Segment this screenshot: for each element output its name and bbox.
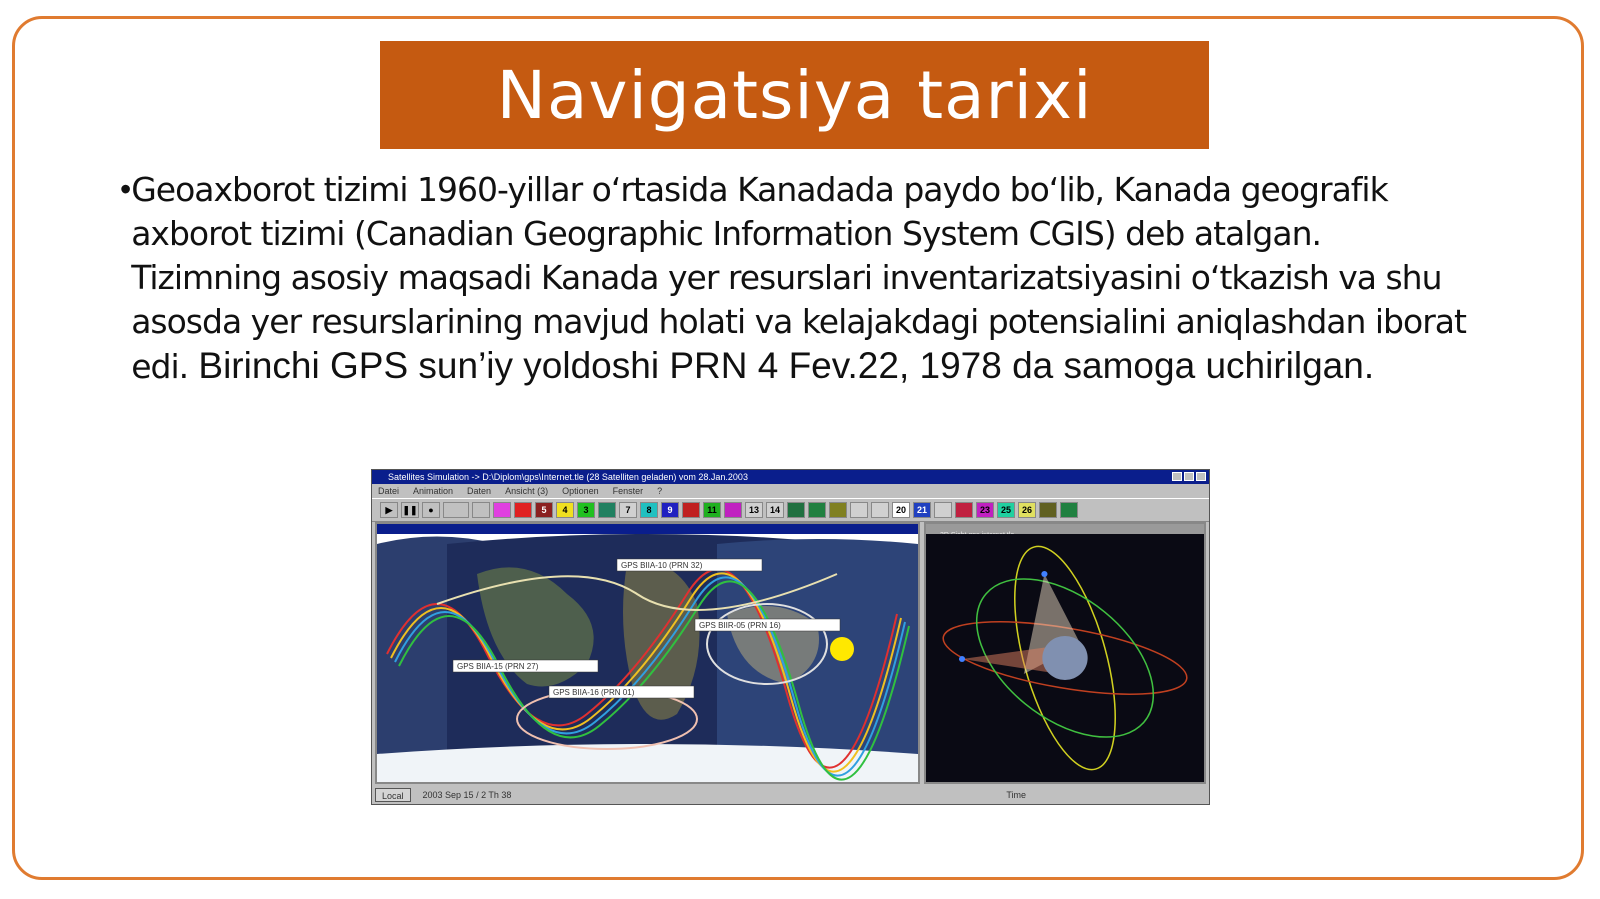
sat-button xyxy=(724,502,742,518)
paragraph-part1: Geoaxborot tizimi 1960-yillar o‘rtasida Kanadada paydo bo‘lib, Kanada geografik axborot tizimi (Canadian Geographic Information System CGIS) deb atalgan. Tizimning asosiy maqsadi Kanada yer resurslari inventarizatsiyasini o‘tkazish va shu asosda yer resurslarining mavjud holati va kelajakdagi potensialini aniqlashdan iborat edi. xyxy=(131,170,1466,386)
sat-button: 21 xyxy=(913,502,931,518)
screenshot-titlebar xyxy=(372,470,1209,484)
sat-button xyxy=(808,502,826,518)
sat-button xyxy=(787,502,805,518)
close-icon xyxy=(1196,472,1206,481)
sat-button: 4 xyxy=(556,502,574,518)
sat-button xyxy=(955,502,973,518)
sat-button: 14 xyxy=(766,502,784,518)
sat-button: 3 xyxy=(577,502,595,518)
sat-label: GPS BIIR-05 (PRN 16) xyxy=(699,621,781,630)
sat-label: GPS BIIA-10 (PRN 32) xyxy=(621,561,703,570)
screenshot-toolbar xyxy=(372,498,1209,522)
bullet-dot-icon: • xyxy=(120,171,132,207)
sat-button xyxy=(850,502,868,518)
bullet-item xyxy=(120,168,1480,389)
sat-button: 8 xyxy=(640,502,658,518)
satellite-icon xyxy=(472,502,490,518)
screenshot-menubar xyxy=(372,484,1209,498)
menu-item: Daten xyxy=(467,486,492,496)
pane-titlebar xyxy=(926,524,1204,534)
sat-label: GPS BIIA-15 (PRN 27) xyxy=(457,662,539,671)
screenshot-statusbar xyxy=(375,788,1206,802)
pause-icon: ❚❚ xyxy=(401,502,419,518)
sat-button: 20 xyxy=(892,502,910,518)
sat-button: 7 xyxy=(619,502,637,518)
sat-button xyxy=(934,502,952,518)
sat-button: 11 xyxy=(703,502,721,518)
sat-button xyxy=(1039,502,1057,518)
window-buttons xyxy=(1172,472,1206,481)
sat-button: 26 xyxy=(1018,502,1036,518)
status-time: 2003 Sep 15 / 2 Th 38 xyxy=(422,790,512,800)
sat-button: 23 xyxy=(976,502,994,518)
sat-button: 5 xyxy=(535,502,553,518)
slide-body xyxy=(120,168,1480,389)
screenshot-window-title: Satellites Simulation -> D:\Diplom\gps\Internet.tle (28 Satelliten geladen) vom 28.Jan.2003 xyxy=(388,472,748,482)
sat-button: 9 xyxy=(661,502,679,518)
screenshot-panes xyxy=(375,522,1206,784)
orbit-3d-pane xyxy=(924,522,1206,784)
sat-button xyxy=(871,502,889,518)
sat-button: 13 xyxy=(745,502,763,518)
sat-label: GPS BIIA-16 (PRN 01) xyxy=(553,688,635,697)
title-banner xyxy=(380,41,1209,149)
ground-track-pane xyxy=(375,522,920,784)
gps-simulation-screenshot xyxy=(371,469,1210,805)
sat-button xyxy=(598,502,616,518)
play-icon: ▶ xyxy=(380,502,398,518)
menu-item: Fenster xyxy=(612,486,644,496)
menu-item: Optionen xyxy=(562,486,599,496)
orbit-3d-image xyxy=(926,534,1204,782)
pane-titlebar xyxy=(377,524,918,534)
stop-icon: ● xyxy=(422,502,440,518)
world-map-image xyxy=(377,534,918,782)
tool-icon xyxy=(443,502,469,518)
menu-item: ? xyxy=(657,486,663,496)
menu-item: Ansicht (3) xyxy=(505,486,549,496)
sat-button xyxy=(1060,502,1078,518)
status-local: Local xyxy=(375,788,411,802)
sat-button xyxy=(829,502,847,518)
menu-item: Datei xyxy=(378,486,400,496)
sat-button xyxy=(514,502,532,518)
sat-button xyxy=(493,502,511,518)
bullet-paragraph xyxy=(131,168,1480,389)
slide-title: Navigatsiya tarixi xyxy=(496,56,1093,134)
maximize-icon xyxy=(1184,472,1194,481)
sat-button: 25 xyxy=(997,502,1015,518)
sat-button xyxy=(682,502,700,518)
menu-item: Animation xyxy=(413,486,454,496)
status-right: Time xyxy=(1006,790,1026,800)
paragraph-part2: Birinchi GPS sun’iy yoldoshi PRN 4 Fev.22, 1978 da samoga uchirilgan. xyxy=(188,345,1375,386)
minimize-icon xyxy=(1172,472,1182,481)
